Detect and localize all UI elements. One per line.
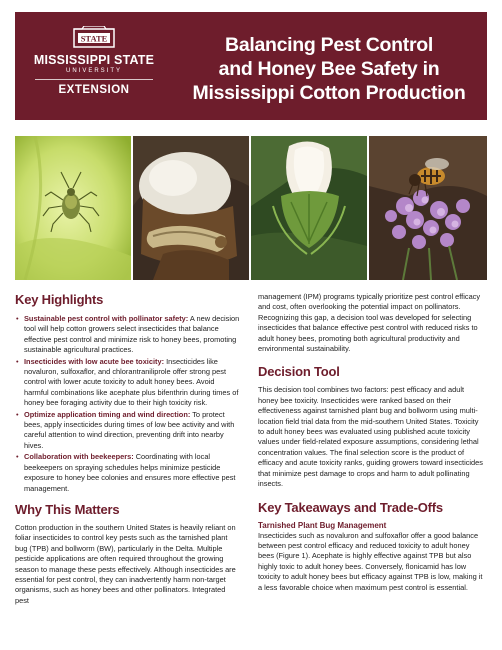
highlight-text: Coordinating with local beekeepers on spraying schedules helps minimize pesticide exposure to honey bee colonies and ensures more effective pest management. [24, 452, 236, 493]
ipm-continued-text: management (IPM) programs typically prioritize pest control efficacy and cost, often overlooking the potential impact on pollinators. Recognizing this gap, a decision tool was developed for selecting insecticides that balance effective pest control with reduced risks to adult honey bees, promoting both agricultural productivity and environmental sustainability. [258, 292, 481, 354]
plant-bug-photo [15, 136, 131, 280]
page-title [170, 33, 488, 105]
highlight-title: Collaboration with beekeepers: [24, 452, 134, 462]
key-takeaways-heading: Key Takeaways and Trade-Offs [258, 499, 443, 515]
tpb-management-subheading: Tarnished Plant Bug Management [258, 520, 387, 530]
title-line-2: and Honey Bee Safety in [218, 58, 440, 80]
bollworm-photo [133, 136, 249, 280]
key-highlights-heading: Key Highlights [15, 292, 104, 307]
honey-bee-photo [369, 136, 487, 280]
list-item [15, 357, 241, 409]
left-column [15, 292, 241, 606]
why-this-matters-heading: Why This Matters [15, 501, 120, 517]
logo-divider [35, 79, 153, 80]
why-this-matters-text: Cotton production in the southern United States is heavily reliant on foliar insecticides to control key pests such as the tarnished plant bug (TPB) and bollworm (BW), particularly in the Delta. Multiple pesticide applications are often required throughout the growing season to manage these pests effectively. Although insecticides are essential for pest control, they can inadvertently harm non-target organisms, such as honey bees and other pollinators. Integrated pest [15, 522, 236, 605]
key-highlights-list [15, 314, 241, 494]
highlight-title: Optimize application timing and wind direction: [24, 409, 191, 419]
title-line-1: Balancing Pest Control [225, 34, 433, 56]
bullet-icon: • [16, 314, 19, 323]
cotton-flower-photo [251, 136, 367, 280]
logo-extension: EXTENSION [58, 84, 130, 96]
bullet-icon: • [16, 356, 19, 366]
logo-university: UNIVERSITY [65, 68, 122, 74]
highlight-text: A new decision tool will help cotton growers select insecticides that balance effective pest control and minimize risk to honey bees, promoting sustainable agricultural practices. [24, 314, 240, 355]
emblem-text: STATE [80, 33, 108, 44]
highlight-text: Insecticides like novaluron, sulfoxaflor, and chlorantraniliprole offer strong pest control with lower acute toxicity to adult honey bees. Avoid harmful combinations like acephate plus bifenthrin during times of honey bee foraging activity due to their high toxicity risk. [24, 356, 239, 408]
msu-extension-logo [25, 26, 163, 110]
bullet-icon: • [16, 452, 19, 462]
list-item [15, 410, 241, 452]
decision-tool-heading: Decision Tool [258, 364, 340, 380]
photo-strip [15, 136, 487, 280]
highlight-text: To protect bees, apply insecticides during times of low bee activity and with careful attention to wind direction, preventing drift into nearby hives. [24, 409, 235, 450]
decision-tool-text: This decision tool combines two factors: pest efficacy and adult honey bee toxicity. Insecticides were ranked based on their effectiveness against tarnished plant bug and bollworm using multi-location field trial data from the mid-southern United States. Toxicity to adult honey bees was evaluated using published acute toxicity values under field-related exposure assumptions, considering lethal concentration values. The final selection score is the product of efficacy and acute toxicity ranks, guiding growers toward insecticides that minimize pest damage to crops and harm to adult pollinating insects. [258, 385, 483, 489]
logo-name: MISSISSIPPI STATE [33, 53, 155, 67]
list-item [15, 452, 241, 494]
msu-emblem-icon [72, 26, 116, 50]
list-item [15, 314, 241, 356]
highlight-title: Sustainable pest control with pollinator safety: [24, 314, 189, 323]
tpb-management-text: Insecticides such as novaluron and sulfoxaflor offer a good balance between pest control efficacy and reduced toxicity to adult honey bees (Figure 1). Acephate is highly effective against TPB but also highly toxic to adult honey bees. Conversely, flonicamid has low toxicity to adult honey bees but efficacy against TPB is low, making it a less favorable choice when maximum pest control is essential. [258, 530, 483, 592]
right-column [258, 292, 484, 593]
bullet-icon: • [16, 409, 19, 419]
highlight-title: Insecticides with low acute bee toxicity: [24, 356, 165, 366]
header-banner [15, 12, 487, 120]
title-line-3: Mississippi Cotton Production [192, 82, 466, 104]
